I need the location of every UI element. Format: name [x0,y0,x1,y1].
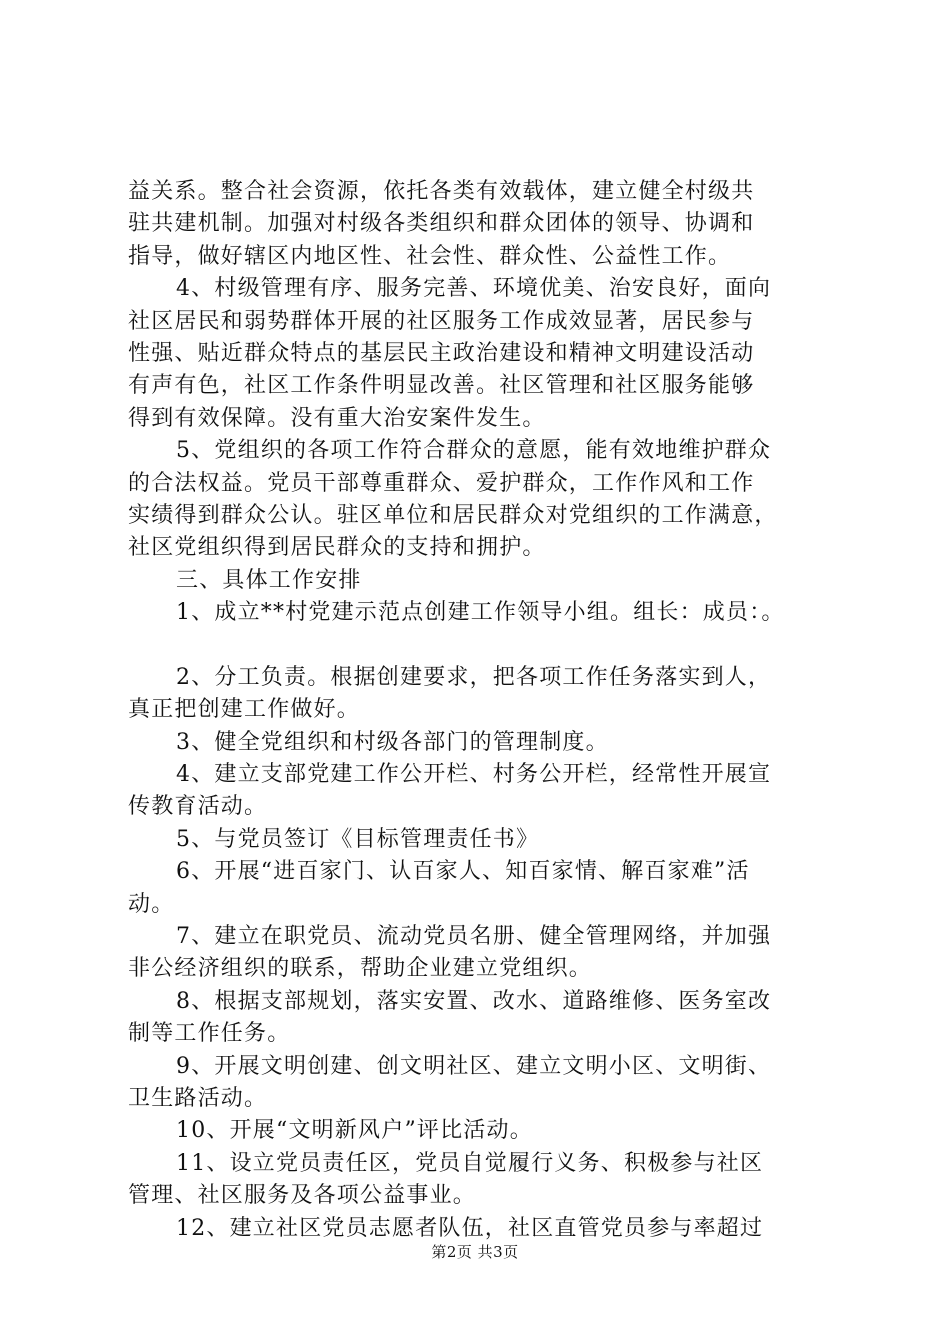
text-line: 卫生路活动。 [128,1085,268,1111]
text-line: 社区居民和弱势群体开展的社区服务工作成效显著，居民参与 [128,308,755,334]
text-line: 社区党组织得到居民群众的支持和拥护。 [128,535,546,561]
text-line: 性强、贴近群众特点的基层民主政治建设和精神文明建设活动 [128,340,755,366]
text-line: 驻共建机制。加强对村级各类组织和群众团体的领导、协调和 [128,211,755,237]
text-line: 3、健全党组织和村级各部门的管理制度。 [176,729,609,755]
text-line: 12、建立社区党员志愿者队伍，社区直管党员参与率超过 [176,1215,764,1241]
text-line: 动。 [128,891,175,917]
section-heading: 三、具体工作安排 [176,567,362,593]
text-line: 的合法权益。党员干部尊重群众、爱护群众，工作作风和工作 [128,470,755,496]
text-line: 4、村级管理有序、服务完善、环境优美、治安良好，面向 [176,276,772,302]
text-line: 非公经济组织的联系，帮助企业建立党组织。 [128,956,593,982]
text-line: 制等工作任务。 [128,1021,291,1047]
blank-line [128,629,848,661]
text-line: 5、与党员签订《目标管理责任书》 [176,826,540,852]
text-line: 传教育活动。 [128,794,268,820]
text-line: 1、成立**村党建示范点创建工作领导小组。组长：成员：。 [176,600,785,626]
text-line: 管理、社区服务及各项公益事业。 [128,1183,477,1209]
text-line: 11、设立党员责任区，党员自觉履行义务、积极参与社区 [176,1150,764,1176]
text-line: 指导，做好辖区内地区性、社会性、群众性、公益性工作。 [128,243,732,269]
text-line: 8、根据支部规划，落实安置、改水、道路维修、医务室改 [176,988,772,1014]
text-line: 益关系。整合社会资源，依托各类有效载体，建立健全村级共 [128,179,755,204]
text-line: 5、党组织的各项工作符合群众的意愿，能有效地维护群众 [176,438,772,464]
text-line: 4、建立支部党建工作公开栏、村务公开栏，经常性开展宣 [176,762,772,788]
text-line: 9、开展文明创建、创文明社区、建立文明小区、文明街、 [176,1053,772,1079]
text-line: 2、分工负责。根据创建要求，把各项工作任务落实到人， [176,664,772,690]
text-line: 得到有效保障。没有重大治安案件发生。 [128,405,546,431]
text-line: 有声有色，社区工作条件明显改善。社区管理和社区服务能够 [128,373,755,399]
text-line: 6、开展“进百家门、认百家人、知百家情、解百家难”活 [176,859,750,885]
document-body [128,176,848,1245]
text-line: 真正把创建工作做好。 [128,697,361,723]
page-footer: 第2页 共3页 [431,1243,519,1261]
text-line: 实绩得到群众公认。驻区单位和居民群众对党组织的工作满意， [128,502,778,528]
text-line: 10、开展“文明新风户”评比活动。 [176,1118,533,1144]
text-line: 7、建立在职党员、流动党员名册、健全管理网络，并加强 [176,923,772,949]
